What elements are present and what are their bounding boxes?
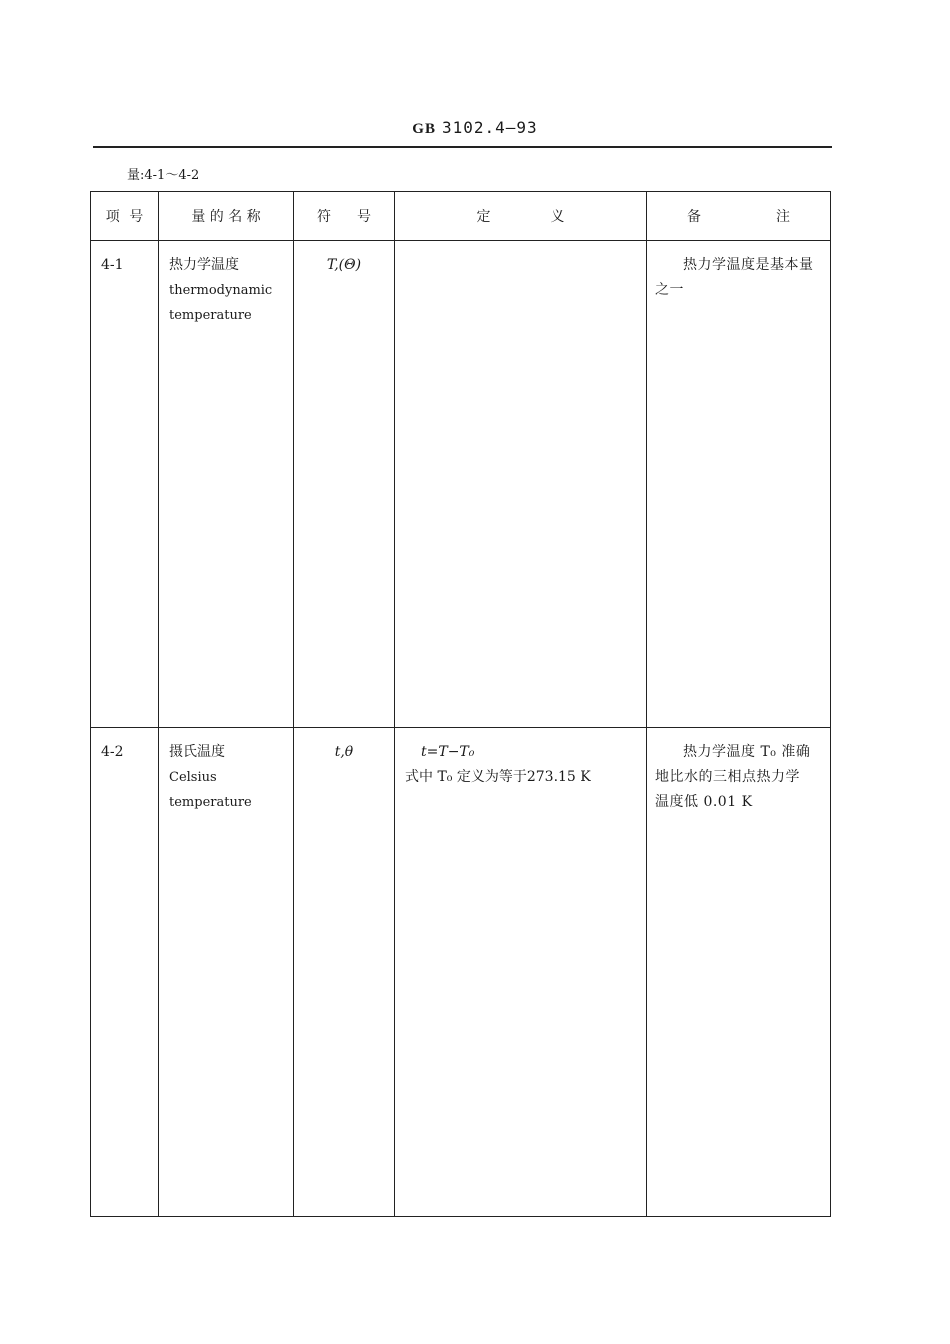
symbol-cell	[294, 728, 395, 1217]
item-no: 4-2	[101, 744, 124, 760]
table-header-row	[91, 192, 831, 241]
col-header-text: 项	[105, 209, 120, 225]
col-header-text: 号	[357, 209, 371, 225]
remarks-cell	[647, 728, 831, 1217]
quantity-name-cell	[159, 728, 294, 1217]
col-header-definition	[395, 192, 647, 241]
remark-line: 热力学温度是基本量	[683, 257, 814, 273]
remarks-cell	[647, 241, 831, 728]
quantity-name-en: thermodynamic	[169, 283, 273, 298]
symbol-cell	[294, 241, 395, 728]
col-header-quantity-name	[159, 192, 294, 241]
definition-formula: t=T−T₀	[421, 744, 475, 760]
definition-cell	[395, 728, 647, 1217]
standard-number: 3102.4—93	[441, 118, 538, 137]
definition-cell	[395, 241, 647, 728]
col-header-remarks	[647, 192, 831, 241]
quantity-name-en: Celsius	[169, 770, 217, 785]
table-row	[91, 241, 831, 728]
col-header-symbol	[294, 192, 395, 241]
table-row	[91, 728, 831, 1217]
symbol: t,θ	[334, 744, 354, 760]
col-header-text: 符	[317, 209, 331, 225]
col-header-text: 注	[776, 209, 790, 225]
col-header-text: 号	[129, 209, 144, 225]
quantity-name-cell	[159, 241, 294, 728]
remark-line: 热力学温度 T₀ 准确	[683, 744, 811, 760]
standard-prefix: GB	[412, 121, 436, 137]
quantity-name-zh: 摄氏温度	[169, 744, 225, 760]
header-rule	[93, 146, 832, 148]
table-caption: 量:4-1～4-2	[127, 168, 200, 183]
quantity-name-en: temperature	[169, 308, 252, 323]
symbol: T,(Θ)	[326, 257, 362, 273]
definition-line: 式中 T₀ 定义为等于273.15 K	[405, 769, 591, 785]
item-no-cell	[91, 241, 159, 728]
quantity-name-en: temperature	[169, 795, 252, 810]
col-header-item-no	[91, 192, 159, 241]
col-header-text: 义	[550, 209, 565, 225]
remark-line: 之一	[655, 282, 684, 298]
col-header-text: 定	[476, 209, 491, 225]
item-no-cell	[91, 728, 159, 1217]
col-header-text: 备	[687, 209, 701, 225]
item-no: 4-1	[101, 257, 124, 273]
remark-line: 温度低 0.01 K	[655, 794, 753, 810]
quantities-table	[90, 191, 831, 1217]
remark-line: 地比水的三相点热力学	[655, 769, 800, 785]
quantity-name-zh: 热力学温度	[169, 257, 239, 273]
document-header	[0, 118, 950, 138]
col-header-text: 量 的 名 称	[191, 209, 261, 225]
